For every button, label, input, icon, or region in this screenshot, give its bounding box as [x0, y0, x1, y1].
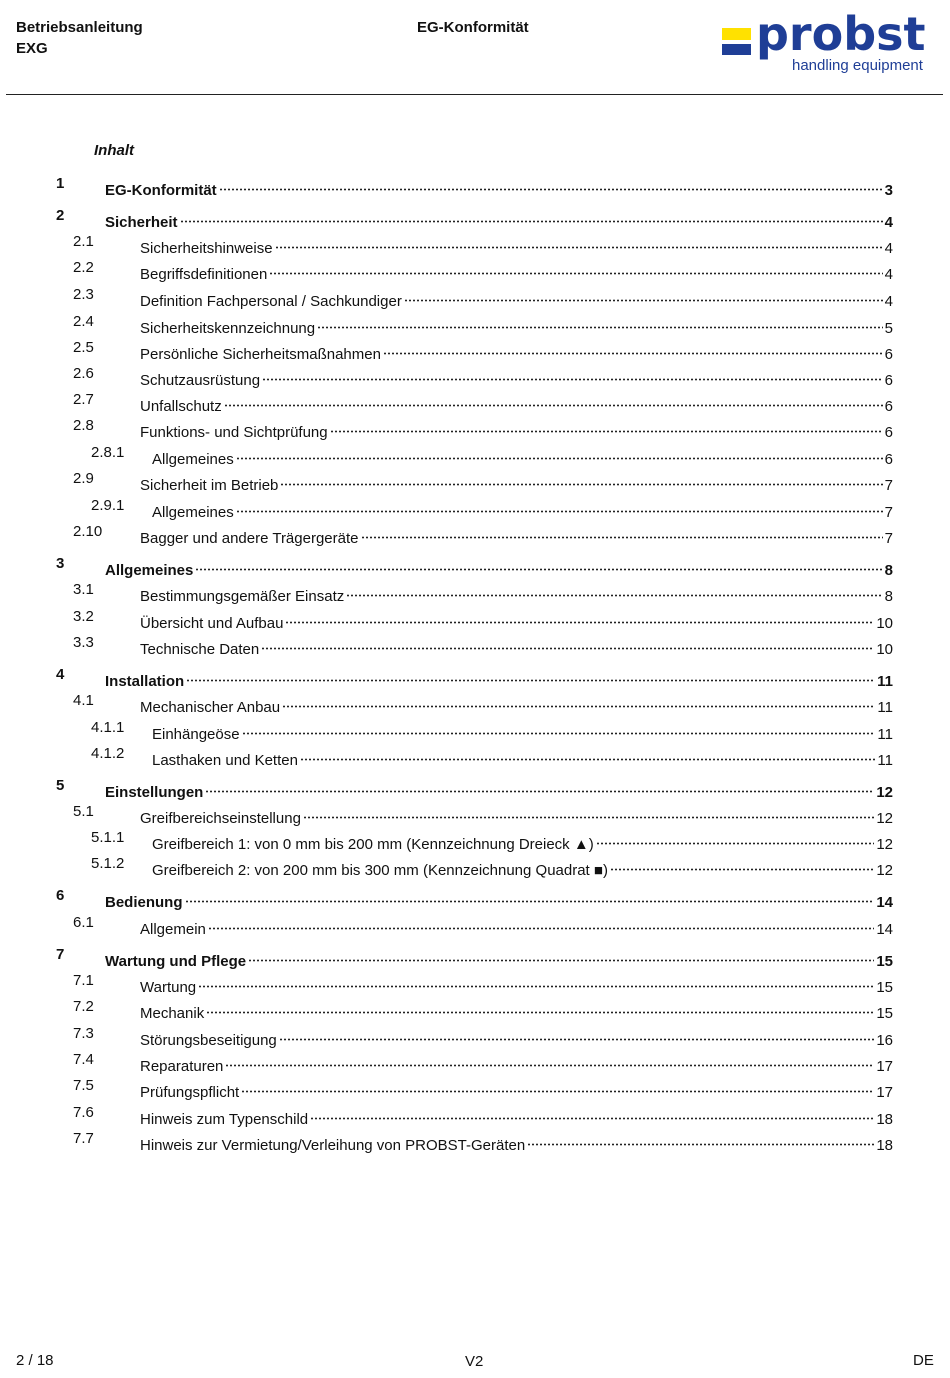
toc-entry-title: Prüfungspflicht [140, 1082, 239, 1104]
toc-entry[interactable] [0, 1075, 950, 1101]
header-left [16, 17, 143, 59]
toc-entry-line [152, 495, 893, 521]
toc-entry-page: 8 [884, 588, 893, 605]
toc-entry-page: 12 [876, 862, 893, 879]
dot-leader [346, 579, 882, 601]
toc-entry-title: Schutzausrüstung [140, 370, 260, 392]
toc-entry-line [140, 690, 893, 716]
version-label: V2 [465, 1353, 484, 1370]
toc-entry-line [140, 632, 893, 658]
toc-entry-title: Bagger und andere Trägergeräte [140, 528, 359, 550]
toc-entry[interactable] [0, 337, 950, 363]
toc-entry-title: Definition Fachpersonal / Sachkundiger [140, 291, 402, 313]
toc-entry-title: Installation [105, 671, 184, 693]
toc-entry-page: 6 [884, 451, 893, 468]
toc-entry-page: 14 [876, 921, 893, 938]
toc-entry-title: Wartung und Pflege [105, 951, 246, 973]
dot-leader [180, 205, 883, 227]
dot-leader [527, 1128, 874, 1150]
toc-entry[interactable] [0, 775, 950, 801]
toc-entry-line [140, 468, 893, 494]
dot-leader [282, 690, 875, 712]
toc-entry-page: 12 [876, 784, 893, 801]
toc-entry-title: Hinweis zum Typenschild [140, 1109, 308, 1131]
toc-entry-number: 2.5 [73, 339, 94, 356]
dot-leader [261, 632, 874, 654]
dot-leader [310, 1102, 874, 1124]
toc-entry-page: 16 [876, 1032, 893, 1049]
toc-entry-line [152, 717, 893, 743]
toc-entry-number: 2.4 [73, 313, 94, 330]
toc-entry-number: 7.1 [73, 972, 94, 989]
dot-leader [236, 442, 883, 464]
toc-entry-page: 4 [884, 240, 893, 257]
toc-entry-number: 2.8 [73, 417, 94, 434]
toc-entry[interactable] [0, 231, 950, 257]
toc-entry-line [140, 996, 893, 1022]
toc-entry-number: 7.4 [73, 1051, 94, 1068]
toc-entry-line [105, 664, 893, 690]
toc-entry-title: Allgemeines [152, 449, 234, 471]
model-name: EXG [16, 40, 48, 57]
toc-entry[interactable] [0, 389, 950, 415]
toc-entry-line [140, 1128, 893, 1154]
dot-leader [404, 284, 883, 306]
toc-entry[interactable] [0, 553, 950, 579]
toc-entry[interactable] [0, 743, 950, 769]
toc-entry[interactable] [0, 521, 950, 547]
toc-entry-title: EG-Konformität [105, 180, 217, 202]
dot-leader [275, 231, 883, 253]
toc-entry-page: 17 [876, 1084, 893, 1101]
toc-entry-number: 2.2 [73, 259, 94, 276]
dot-leader [330, 415, 883, 437]
toc-entry-title: Mechanischer Anbau [140, 697, 280, 719]
toc-entry-number: 4.1 [73, 692, 94, 709]
toc-entry-page: 7 [884, 477, 893, 494]
dot-leader [219, 173, 883, 195]
dot-leader [317, 311, 883, 333]
toc-entry-title: Einhängeöse [152, 724, 240, 746]
dot-leader [185, 885, 875, 907]
toc-entry-line [152, 743, 893, 769]
toc-entry-line [140, 311, 893, 337]
toc-entry-number: 6 [56, 887, 65, 904]
toc-entry[interactable] [0, 606, 950, 632]
dot-leader [236, 495, 883, 517]
dot-leader [198, 970, 874, 992]
toc-entry-title: Begriffsdefinitionen [140, 264, 267, 286]
toc-entry-page: 15 [876, 1005, 893, 1022]
toc-entry-line [140, 606, 893, 632]
toc-entry[interactable] [0, 1023, 950, 1049]
toc-entry-page: 7 [884, 530, 893, 547]
toc-entry-line [140, 1049, 893, 1075]
toc-entry[interactable] [0, 664, 950, 690]
toc-entry[interactable] [0, 495, 950, 521]
toc-entry[interactable] [0, 827, 950, 853]
toc-entry[interactable] [0, 1128, 950, 1154]
toc-entry-line [140, 521, 893, 547]
toc-entry-number: 7.2 [73, 998, 94, 1015]
toc-entry-number: 5 [56, 777, 65, 794]
language-label: DE [913, 1352, 934, 1369]
toc-entry-page: 10 [876, 615, 893, 632]
toc-entry-title: Mechanik [140, 1003, 204, 1025]
toc-entry-title: Funktions- und Sichtprüfung [140, 422, 328, 444]
toc-entry-title: Unfallschutz [140, 396, 222, 418]
toc-entry-line [140, 257, 893, 283]
toc-entry-title: Lasthaken und Ketten [152, 750, 298, 772]
toc-entry-number: 5.1.1 [91, 829, 125, 846]
dot-leader [269, 257, 882, 279]
toc-entry-page: 6 [884, 424, 893, 441]
toc-entry-line [140, 801, 893, 827]
toc-entry[interactable] [0, 415, 950, 441]
toc-entry-line [105, 205, 893, 231]
toc-entry-number: 7.5 [73, 1077, 94, 1094]
toc-entry[interactable] [0, 632, 950, 658]
toc-entry-line [140, 389, 893, 415]
toc-entry-number: 3 [56, 555, 65, 572]
dot-leader [596, 827, 875, 849]
toc-entry-line [140, 415, 893, 441]
toc-entry-title: Wartung [140, 977, 196, 999]
toc-entry-line [140, 284, 893, 310]
toc-entry-number: 7.3 [73, 1025, 94, 1042]
toc-entry-line [140, 912, 893, 938]
doc-type: Betriebsanleitung [16, 19, 143, 36]
toc-entry-line [140, 363, 893, 389]
toc-entry-title: Technische Daten [140, 639, 259, 661]
logo-wordmark: probst [756, 7, 926, 61]
toc-entry-page: 4 [884, 214, 893, 231]
toc-entry[interactable] [0, 311, 950, 337]
toc-entry-line [140, 579, 893, 605]
toc-entry-number: 5.1.2 [91, 855, 125, 872]
toc-entry-line [152, 442, 893, 468]
toc-entry-number: 4.1.2 [91, 745, 125, 762]
toc-entry-title: Allgemeines [105, 560, 193, 582]
toc-entry[interactable] [0, 944, 950, 970]
toc-entry-title: Hinweis zur Vermietung/Verleihung von PROBST-Geräten [140, 1135, 525, 1157]
toc-entry[interactable] [0, 717, 950, 743]
toc-entry-page: 17 [876, 1058, 893, 1075]
dot-leader [610, 853, 874, 875]
toc-entry[interactable] [0, 1102, 950, 1128]
toc-entry-title: Allgemeines [152, 502, 234, 524]
toc-entry-number: 7 [56, 946, 65, 963]
toc-entry-title: Greifbereichseinstellung [140, 808, 301, 830]
dot-leader [242, 717, 876, 739]
dot-leader [300, 743, 875, 765]
toc-entry-page: 14 [876, 894, 893, 911]
dot-leader [285, 606, 874, 628]
toc-entry[interactable] [0, 690, 950, 716]
toc-entry-line [105, 775, 893, 801]
toc-entry-line [140, 1102, 893, 1128]
toc-entry[interactable] [0, 468, 950, 494]
toc-entry[interactable] [0, 801, 950, 827]
toc-entry-page: 4 [884, 266, 893, 283]
toc-entry-page: 6 [884, 372, 893, 389]
toc-entry-number: 2.6 [73, 365, 94, 382]
toc-entry-page: 12 [876, 810, 893, 827]
toc-entry-number: 7.6 [73, 1104, 94, 1121]
toc-entry-title: Sicherheit [105, 212, 178, 234]
toc-entry-page: 8 [884, 562, 893, 579]
toc-entry-line [105, 553, 893, 579]
probst-logo [720, 7, 935, 80]
toc-entry[interactable] [0, 1049, 950, 1075]
toc-entry-number: 2 [56, 207, 65, 224]
toc-entry-line [105, 944, 893, 970]
toc-entry-page: 11 [877, 699, 893, 716]
toc-entry[interactable] [0, 885, 950, 911]
header-section-title: EG-Konformität [417, 19, 529, 36]
toc-entry-number: 2.3 [73, 286, 94, 303]
toc-entry-title: Bestimmungsgemäßer Einsatz [140, 586, 344, 608]
dot-leader [225, 1049, 874, 1071]
dot-leader [248, 944, 874, 966]
toc-entry-page: 10 [876, 641, 893, 658]
toc-entry[interactable] [0, 853, 950, 879]
toc-heading: Inhalt [94, 142, 134, 159]
toc-entry-line [140, 1023, 893, 1049]
page-indicator: 2 / 18 [16, 1352, 54, 1369]
dot-leader [205, 775, 874, 797]
toc-entry-page: 11 [877, 673, 893, 690]
toc-entry[interactable] [0, 996, 950, 1022]
toc-entry-page: 4 [884, 293, 893, 310]
toc-entry-title: Bedienung [105, 892, 183, 914]
toc-entry-number: 2.1 [73, 233, 94, 250]
toc-entry-line [140, 1075, 893, 1101]
toc-entry-line [140, 337, 893, 363]
toc-entry-number: 2.9 [73, 470, 94, 487]
toc-entry-page: 11 [877, 726, 893, 743]
toc-entry-title: Persönliche Sicherheitsmaßnahmen [140, 344, 381, 366]
toc-entry-title: Allgemein [140, 919, 206, 941]
toc-entry-title: Übersicht und Aufbau [140, 613, 283, 635]
toc-entry-title: Sicherheitskennzeichnung [140, 318, 315, 340]
dot-leader [262, 363, 883, 385]
toc-entry-page: 12 [876, 836, 893, 853]
toc-entry-number: 4.1.1 [91, 719, 125, 736]
toc-entry-number: 3.2 [73, 608, 94, 625]
toc-entry[interactable] [0, 912, 950, 938]
toc-entry-line [105, 173, 893, 199]
toc-entry-page: 15 [876, 979, 893, 996]
toc-entry-number: 2.9.1 [91, 497, 125, 514]
dot-leader [186, 664, 875, 686]
toc-entry[interactable] [0, 257, 950, 283]
toc-entry-page: 11 [877, 752, 893, 769]
toc-entry-line [152, 853, 893, 879]
toc-entry-number: 1 [56, 175, 65, 192]
toc-entry[interactable] [0, 363, 950, 389]
toc-entry-title: Reparaturen [140, 1056, 223, 1078]
toc-entry-page: 3 [884, 182, 893, 199]
logo-bars-icon [722, 28, 751, 55]
logo-bar-yellow [722, 28, 751, 40]
toc-entry-number: 4 [56, 666, 65, 683]
toc-entry-title: Greifbereich 1: von 0 mm bis 200 mm (Kennzeichnung Dreieck ▲) [152, 834, 594, 856]
dot-leader [361, 521, 883, 543]
toc-entry-line [140, 970, 893, 996]
toc-entry-title: Einstellungen [105, 782, 203, 804]
dot-leader [195, 553, 882, 575]
dot-leader [279, 1023, 875, 1045]
toc-entry-line [152, 827, 893, 853]
dot-leader [206, 996, 874, 1018]
toc-entry[interactable] [0, 284, 950, 310]
toc-entry[interactable] [0, 579, 950, 605]
toc-entry-number: 2.8.1 [91, 444, 125, 461]
toc-entry-line [140, 231, 893, 257]
toc-entry-page: 18 [876, 1137, 893, 1154]
toc-entry-number: 6.1 [73, 914, 94, 931]
dot-leader [383, 337, 883, 359]
toc-entry-page: 15 [876, 953, 893, 970]
toc-entry[interactable] [0, 205, 950, 231]
dot-leader [303, 801, 874, 823]
toc-entry-page: 18 [876, 1111, 893, 1128]
toc-entry[interactable] [0, 442, 950, 468]
toc-entry-line [105, 885, 893, 911]
dot-leader [208, 912, 874, 934]
toc-entry-title: Sicherheitshinweise [140, 238, 273, 260]
dot-leader [280, 468, 882, 490]
toc-entry-page: 7 [884, 504, 893, 521]
toc-entry-number: 7.7 [73, 1130, 94, 1147]
toc-entry[interactable] [0, 970, 950, 996]
toc-entry-title: Sicherheit im Betrieb [140, 475, 278, 497]
toc-entry-page: 6 [884, 398, 893, 415]
toc-entry-number: 2.7 [73, 391, 94, 408]
toc-entry-page: 5 [884, 320, 893, 337]
header-divider [6, 94, 943, 95]
toc-entry-number: 2.10 [73, 523, 103, 540]
toc-entry-page: 6 [884, 346, 893, 363]
toc-entry-title: Greifbereich 2: von 200 mm bis 300 mm (Kennzeichnung Quadrat ■) [152, 860, 608, 882]
dot-leader [241, 1075, 874, 1097]
toc-entry[interactable] [0, 173, 950, 199]
dot-leader [224, 389, 883, 411]
logo-tagline: handling equipment [792, 57, 923, 74]
toc-entry-number: 5.1 [73, 803, 94, 820]
toc-entry-title: Störungsbeseitigung [140, 1030, 277, 1052]
logo-bar-blue [722, 44, 751, 55]
toc-entry-number: 3.3 [73, 634, 94, 651]
toc-entry-number: 3.1 [73, 581, 94, 598]
